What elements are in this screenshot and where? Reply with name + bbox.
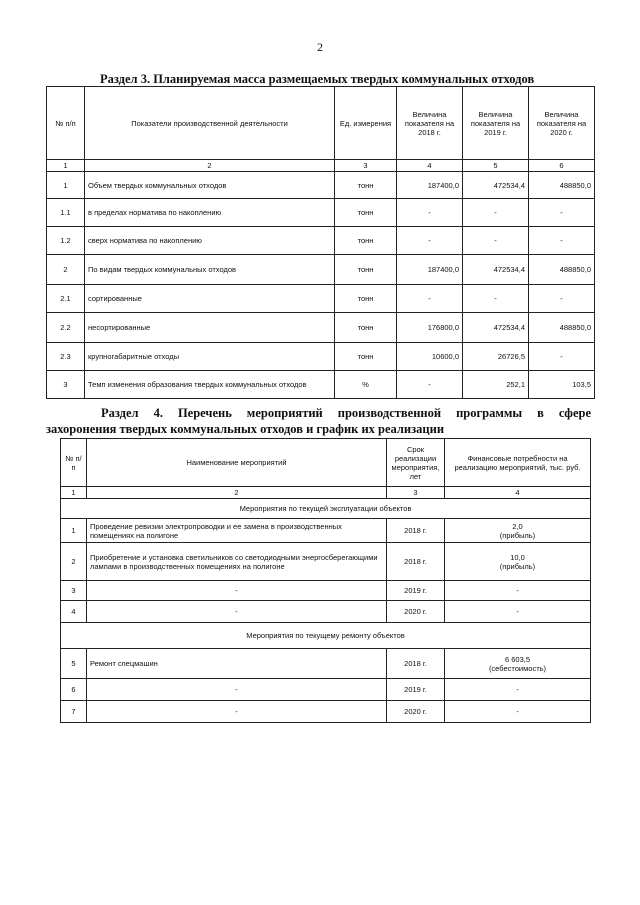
value-2019: 472534,4 — [463, 313, 529, 343]
section3-colnum: 4 — [397, 160, 463, 172]
row-number: 6 — [61, 679, 87, 701]
value-2019: 252,1 — [463, 371, 529, 399]
page-number: 2 — [317, 40, 323, 54]
financing: 2,0 (прибыль) — [445, 519, 591, 543]
measure-name: - — [87, 679, 387, 701]
deadline: 2019 г. — [387, 679, 445, 701]
indicator-name: Объем твердых коммунальных отходов — [85, 172, 335, 199]
table-row — [61, 701, 591, 723]
section4-title-line1: Раздел 4. Перечень мероприятий производственной программы в сфере — [101, 406, 591, 420]
section4-header-row — [61, 439, 591, 487]
section3-header-row — [47, 87, 595, 160]
value-2018: - — [397, 199, 463, 227]
row-number: 1 — [61, 519, 87, 543]
group2-title: Мероприятия по текущему ремонту объектов — [61, 623, 591, 649]
table-row — [61, 649, 591, 679]
unit: тонн — [335, 199, 397, 227]
table-row — [61, 581, 591, 601]
value-2019: - — [463, 199, 529, 227]
value-2020: - — [529, 227, 595, 255]
financing: 6 603,5 (себестоимость) — [445, 649, 591, 679]
section3-header: Величина показателя на 2019 г. — [463, 87, 529, 160]
measure-name: Проведение ревизии электропроводки и ее замена в производственных помещениях на полигоне — [87, 519, 387, 543]
group1-title: Мероприятия по текущей эксплуатации объектов — [61, 499, 591, 519]
value-2018: 187400,0 — [397, 255, 463, 285]
row-number: 2.2 — [47, 313, 85, 343]
section4-header: Срок реализации мероприятия, лет — [387, 439, 445, 487]
financing: - — [445, 679, 591, 701]
value-2020: 488850,0 — [529, 172, 595, 199]
value-2019: 26726,5 — [463, 343, 529, 371]
row-number: 5 — [61, 649, 87, 679]
table-row — [47, 199, 595, 227]
table-row — [61, 601, 591, 623]
value-2019: - — [463, 227, 529, 255]
section4-table — [60, 438, 591, 723]
row-number: 2.1 — [47, 285, 85, 313]
table-row — [47, 343, 595, 371]
section4-colnum-row — [61, 487, 591, 499]
value-2018: - — [397, 371, 463, 399]
table-row — [47, 313, 595, 343]
indicator-name: Темп изменения образования твердых коммунальных отходов — [85, 371, 335, 399]
section3-header: Показатели производственной деятельности — [85, 87, 335, 160]
financing: - — [445, 701, 591, 723]
unit: тонн — [335, 227, 397, 255]
group-header-row — [61, 623, 591, 649]
section3-header: Величина показателя на 2018 г. — [397, 87, 463, 160]
unit: тонн — [335, 255, 397, 285]
row-number: 2 — [47, 255, 85, 285]
value-2019: - — [463, 285, 529, 313]
section3-table — [46, 86, 595, 399]
row-number: 4 — [61, 601, 87, 623]
section4-colnum: 2 — [87, 487, 387, 499]
value-2020: 103,5 — [529, 371, 595, 399]
deadline: 2020 г. — [387, 601, 445, 623]
measure-name: - — [87, 601, 387, 623]
indicator-name: сортированные — [85, 285, 335, 313]
financing: - — [445, 601, 591, 623]
section3-header: № п/п — [47, 87, 85, 160]
value-2020: - — [529, 285, 595, 313]
unit: % — [335, 371, 397, 399]
section3-header: Величина показателя на 2020 г. — [529, 87, 595, 160]
section3-colnum: 6 — [529, 160, 595, 172]
section3-title: Раздел 3. Планируемая масса размещаемых твердых коммунальных отходов — [100, 72, 535, 86]
section3-colnum-row — [47, 160, 595, 172]
section4-colnum: 4 — [445, 487, 591, 499]
value-2018: 187400,0 — [397, 172, 463, 199]
value-2020: - — [529, 199, 595, 227]
indicator-name: По видам твердых коммунальных отходов — [85, 255, 335, 285]
section3-colnum: 5 — [463, 160, 529, 172]
measure-name: Ремонт спецмашин — [87, 649, 387, 679]
row-number: 3 — [61, 581, 87, 601]
row-number: 1 — [47, 172, 85, 199]
value-2020: 488850,0 — [529, 313, 595, 343]
deadline: 2018 г. — [387, 649, 445, 679]
table-row — [47, 255, 595, 285]
financing: 10,0 (прибыль) — [445, 543, 591, 581]
section3-colnum: 2 — [85, 160, 335, 172]
section4-header: Финансовые потребности на реализацию мероприятий, тыс. руб. — [445, 439, 591, 487]
group-header-row — [61, 499, 591, 519]
table-row — [47, 227, 595, 255]
row-number: 2 — [61, 543, 87, 581]
section4-title-line2: захоронения твердых коммунальных отходов и график их реализации — [46, 422, 445, 436]
section4-header: Наименование мероприятий — [87, 439, 387, 487]
indicator-name: в пределах норматива по накоплению — [85, 199, 335, 227]
value-2020: - — [529, 343, 595, 371]
section3-colnum: 3 — [335, 160, 397, 172]
value-2019: 472534,4 — [463, 172, 529, 199]
deadline: 2018 г. — [387, 543, 445, 581]
value-2020: 488850,0 — [529, 255, 595, 285]
table-row — [61, 679, 591, 701]
section4-colnum: 1 — [61, 487, 87, 499]
indicator-name: несортированные — [85, 313, 335, 343]
measure-name: - — [87, 701, 387, 723]
table-row — [47, 172, 595, 199]
indicator-name: сверх норматива по накоплению — [85, 227, 335, 255]
row-number: 2.3 — [47, 343, 85, 371]
section3-colnum: 1 — [47, 160, 85, 172]
row-number: 3 — [47, 371, 85, 399]
value-2018: 176800,0 — [397, 313, 463, 343]
table-row — [61, 543, 591, 581]
section4-colnum: 3 — [387, 487, 445, 499]
row-number: 7 — [61, 701, 87, 723]
section4-header: № п/п — [61, 439, 87, 487]
deadline: 2018 г. — [387, 519, 445, 543]
table-row — [47, 285, 595, 313]
row-number: 1.2 — [47, 227, 85, 255]
deadline: 2020 г. — [387, 701, 445, 723]
value-2018: - — [397, 285, 463, 313]
financing: - — [445, 581, 591, 601]
section3-header: Ед. измерения — [335, 87, 397, 160]
measure-name: - — [87, 581, 387, 601]
measure-name: Приобретение и установка светильников со светодиодными энергосберегающими лампами в производственных помещениях на полигоне — [87, 543, 387, 581]
value-2018: 10600,0 — [397, 343, 463, 371]
table-row — [47, 371, 595, 399]
row-number: 1.1 — [47, 199, 85, 227]
unit: тонн — [335, 172, 397, 199]
value-2018: - — [397, 227, 463, 255]
unit: тонн — [335, 343, 397, 371]
unit: тонн — [335, 313, 397, 343]
value-2019: 472534,4 — [463, 255, 529, 285]
indicator-name: крупногабаритные отходы — [85, 343, 335, 371]
unit: тонн — [335, 285, 397, 313]
deadline: 2019 г. — [387, 581, 445, 601]
table-row — [61, 519, 591, 543]
